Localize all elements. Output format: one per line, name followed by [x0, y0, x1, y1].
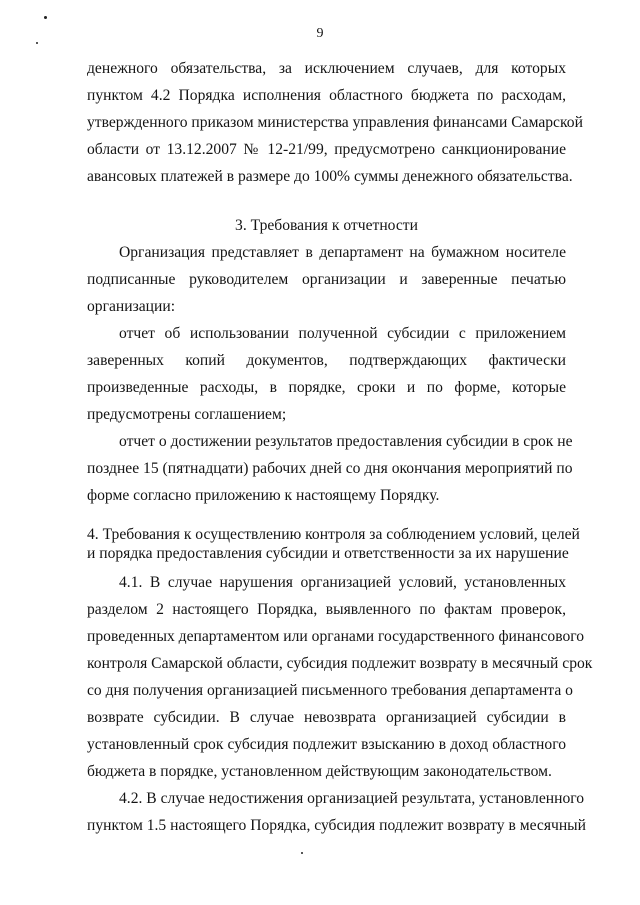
scan-speck: [301, 852, 303, 854]
scan-speck: [44, 16, 47, 19]
text-line: предусмотрены соглашением;: [87, 406, 287, 423]
text-line: области от 13.12.2007 № 12-21/99, предусмотрено санкционирование: [87, 141, 566, 158]
text-line: возврате субсидии. В случае невозврата организацией субсидии в: [87, 709, 566, 726]
section-heading: 3. Требования к отчетности: [235, 217, 418, 234]
text-line: контроля Самарской области, субсидия подлежит возврату в месячный срок: [87, 655, 593, 672]
section-heading: 4. Требования к осуществлению контроля за соблюдением условий, целей: [87, 526, 580, 543]
text-line: пунктом 4.2 Порядка исполнения областного бюджета по расходам,: [87, 87, 566, 104]
text-line: 4.1. В случае нарушения организацией условий, установленных: [119, 574, 566, 591]
text-line: заверенных копий документов, подтверждающих фактически: [87, 352, 566, 369]
text-line: проведенных департаментом или органами государственного финансового: [87, 628, 585, 645]
text-line: бюджета в порядке, установленном действующим законодательством.: [87, 763, 552, 780]
text-line: авансовых платежей в размере до 100% суммы денежного обязательства.: [87, 168, 573, 185]
text-line: позднее 15 (пятнадцати) рабочих дней со дня окончания мероприятий по: [87, 460, 573, 477]
text-line: пунктом 1.5 настоящего Порядка, субсидия подлежит возврату в месячный: [87, 817, 586, 834]
text-line: подписанные руководителем организации и заверенные печатью: [87, 271, 566, 288]
text-line: организации:: [87, 298, 176, 315]
text-line: форме согласно приложению к настоящему Порядку.: [87, 487, 440, 504]
text-line: 4.2. В случае недостижения организацией результата, установленного: [119, 790, 585, 807]
text-line: отчет о достижении результатов предоставления субсидии в срок не: [119, 433, 573, 450]
text-line: Организация представляет в департамент на бумажном носителе: [119, 244, 566, 261]
text-line: разделом 2 настоящего Порядка, выявленного по фактам проверок,: [87, 601, 566, 618]
scan-speck: [36, 42, 38, 44]
page-number: 9: [316, 26, 324, 41]
section-heading: и порядка предоставления субсидии и ответственности за их нарушение: [87, 545, 569, 562]
text-line: денежного обязательства, за исключением случаев, для которых: [87, 60, 566, 77]
text-line: со дня получения организацией письменного требования департамента о: [87, 682, 573, 699]
text-line: установленный срок субсидия подлежит взысканию в доход областного: [87, 736, 566, 753]
text-line: отчет об использовании полученной субсидии с приложением: [119, 325, 566, 342]
text-line: утвержденного приказом министерства управления финансами Самарской: [87, 114, 583, 131]
text-line: произведенные расходы, в порядке, сроки и по форме, которые: [87, 379, 566, 396]
